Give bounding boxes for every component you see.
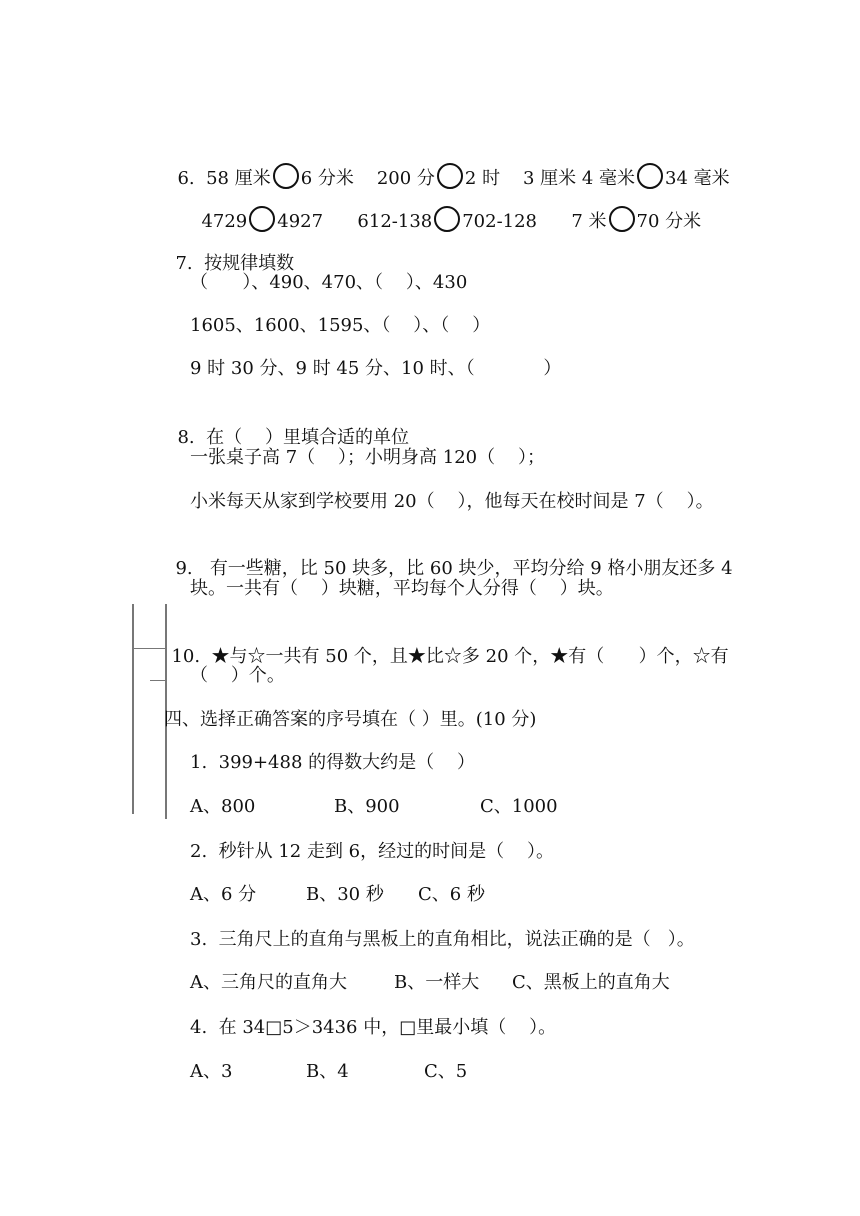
s4-q3-option-b[interactable]: B、一样大 xyxy=(394,972,480,993)
q7-line-2[interactable]: 1605、1600、1595、（ ）、（ ） xyxy=(190,315,491,336)
q6-r1-item2-right: 2 时 xyxy=(464,168,501,189)
s4-q1-option-b[interactable]: B、900 xyxy=(334,796,400,817)
s4-q2-stem: 2. 秒针从 12 走到 6，经过的时间是（ ）。 xyxy=(190,841,555,862)
q6-r1-item3-left: 3 厘米 4 毫米 xyxy=(522,168,636,189)
q9-line-1 xyxy=(164,533,733,581)
q6-r2-item3-left: 7 米 xyxy=(571,211,607,232)
q10-text-1: ★与☆一共有 50 个，且★比☆多 20 个，★有（ ）个，☆有 xyxy=(211,646,729,667)
q8-line-2[interactable]: 小米每天从家到学校要用 20（ ），他每天在校时间是 7（ ）。 xyxy=(190,491,714,512)
compare-circle[interactable] xyxy=(609,206,635,232)
section4-heading: 四、选择正确答案的序号填在（ ）里。(10 分) xyxy=(164,709,537,730)
q7-title: 按规律填数 xyxy=(204,253,295,274)
s4-q2-option-b[interactable]: B、30 秒 xyxy=(306,884,384,905)
s4-q2-option-a[interactable]: A、6 分 xyxy=(190,884,257,905)
q7-line-1[interactable]: （ ）、490、470、（ ）、430 xyxy=(190,272,468,293)
q8-title: 在（ ）里填合适的单位 xyxy=(206,427,409,448)
q10-line-1 xyxy=(160,621,729,669)
q6-r2-item1-left: 4729 xyxy=(201,211,248,232)
q9-number: 9. xyxy=(175,558,193,579)
s4-q4-option-c[interactable]: C、5 xyxy=(424,1061,468,1082)
s4-q1-option-c[interactable]: C、1000 xyxy=(480,796,558,817)
compare-circle[interactable] xyxy=(434,206,460,232)
s4-q4-option-b[interactable]: B、4 xyxy=(306,1061,349,1082)
q7-line-3[interactable]: 9 时 30 分、9 时 45 分、10 时、（ ） xyxy=(190,358,562,379)
s4-q3-stem: 3. 三角尺上的直角与黑板上的直角相比，说法正确的是（ ）。 xyxy=(190,929,695,950)
s4-q3-option-a[interactable]: A、三角尺的直角大 xyxy=(190,972,347,993)
q6-r2-item2-right: 702-128 xyxy=(462,211,538,232)
s4-q4-stem: 4. 在 34□5＞3436 中，□里最小填（ ）。 xyxy=(190,1017,557,1038)
q6-r1-item2-left: 200 分 xyxy=(376,168,435,189)
binding-mark-vertical-1 xyxy=(132,604,134,814)
s4-q4-option-a[interactable]: A、3 xyxy=(190,1061,233,1082)
q6-r1-item1-right: 6 分米 xyxy=(300,168,354,189)
s4-q1-stem: 1. 399+488 的得数大约是（ ） xyxy=(190,752,476,773)
q6-r1-item3-right: 34 毫米 xyxy=(665,168,730,189)
q7-title-line xyxy=(164,228,294,276)
q10-number: 10. xyxy=(171,646,201,667)
q9-text-1: 有一些糖，比 50 块多，比 60 块少，平均分给 9 格小朋友还多 4 xyxy=(209,558,733,579)
q6-r1-item1-left: 58 厘米 xyxy=(206,168,271,189)
q7-number: 7. xyxy=(175,253,193,274)
q9-line-2[interactable]: 块。一共有（ ）块糖，平均每个人分得（ ）块。 xyxy=(190,578,614,599)
s4-q1-option-a[interactable]: A、800 xyxy=(190,796,256,817)
q6-r2-item2-left: 612-138 xyxy=(357,211,433,232)
s4-q2-option-c[interactable]: C、6 秒 xyxy=(418,884,485,905)
q6-r2-item1-right: 4927 xyxy=(277,211,324,232)
q6-row2 xyxy=(190,182,701,234)
binding-mark-horizontal-2 xyxy=(150,680,166,681)
q6-r2-item3-right: 70 分米 xyxy=(636,211,702,232)
s4-q3-option-c[interactable]: C、黑板上的直角大 xyxy=(512,972,670,993)
q8-line-1[interactable]: 一张桌子高 7（ ）；小明身高 120（ ）； xyxy=(190,447,546,468)
q10-line-2[interactable]: （ ）个。 xyxy=(190,665,285,686)
q6-number: 6. xyxy=(177,168,195,189)
q8-title-line xyxy=(166,402,409,450)
q8-number: 8. xyxy=(177,427,195,448)
